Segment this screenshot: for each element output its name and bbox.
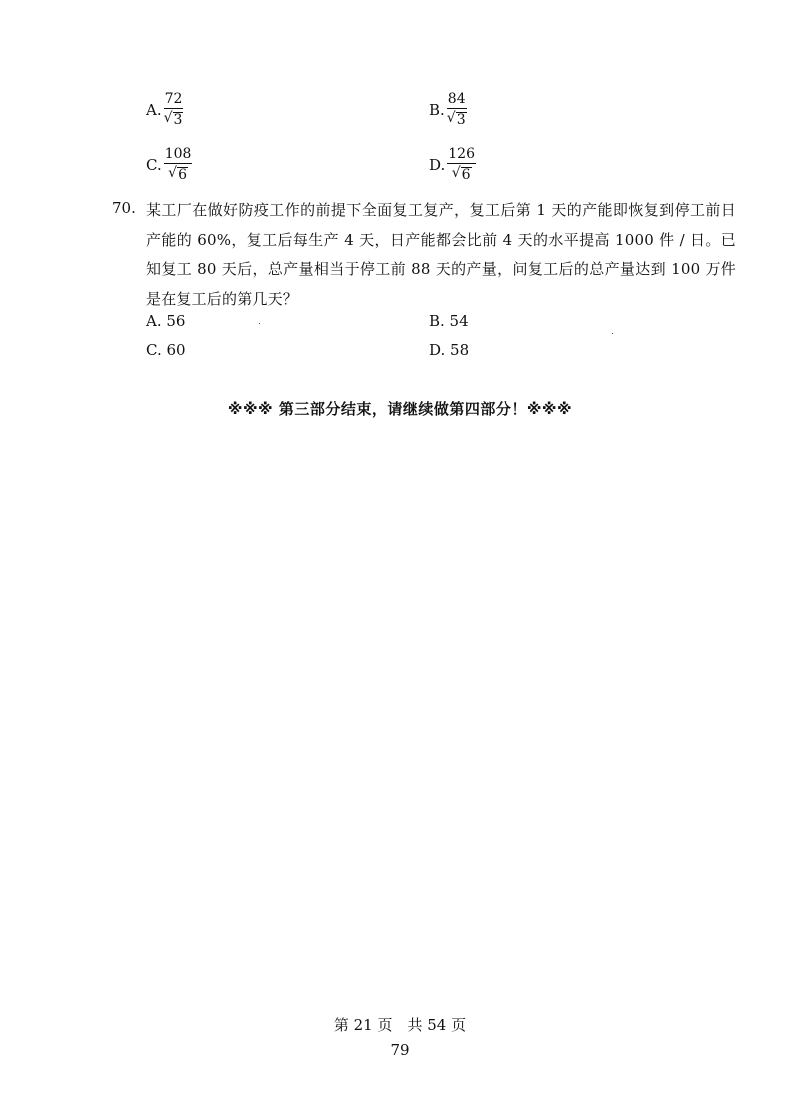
- fraction-denominator: [452, 164, 472, 182]
- option-b: B. 54: [429, 312, 469, 330]
- section-end-notice: ※※※ 第三部分结束，请继续做第四部分！※※※: [227, 400, 573, 418]
- option-letter: B.: [429, 100, 445, 119]
- option-d: D. 58: [429, 341, 470, 359]
- question-text: 某工厂在做好防疫工作的前提下全面复工复产，复工后第 1 天的产能即恢复到停工前日产能的 60%，复工后每生产 4 天，日产能都会比前 4 天的水平提高 1000 件 / 日。已知复工 80 天后，总产量相当于停工前 88 天的产量，问复工后的总产量达到 100 万件是在复工后的第几天？: [146, 201, 736, 308]
- page-number: 79: [390, 1041, 410, 1059]
- sqrt-icon: √: [451, 165, 461, 181]
- fraction-denominator: [168, 164, 188, 182]
- fraction: [447, 92, 467, 127]
- option-letter: D.: [429, 155, 446, 174]
- option-letter: C.: [146, 155, 162, 174]
- question-number: 70.: [112, 199, 136, 217]
- sqrt-icon: √: [163, 110, 173, 126]
- fraction-numerator: 126: [448, 146, 475, 162]
- fraction: [164, 92, 184, 127]
- scan-speck: [612, 333, 613, 334]
- radicand: 3: [173, 112, 183, 128]
- page-info: 第 21 页 共 54 页: [333, 1016, 467, 1034]
- radicand: 3: [456, 112, 466, 128]
- option-letter: A.: [146, 100, 162, 119]
- fraction: [164, 147, 193, 182]
- option-a: A. 56: [146, 312, 186, 330]
- fraction: [447, 147, 476, 182]
- fraction-numerator: 72: [164, 91, 183, 107]
- option-c-prev: [146, 147, 192, 182]
- option-a-prev: [146, 92, 183, 127]
- fraction-denominator: [164, 109, 184, 127]
- radicand: 6: [461, 167, 471, 183]
- option-c: C. 60: [146, 341, 186, 359]
- option-d-prev: [429, 147, 476, 182]
- sqrt-icon: √: [446, 110, 456, 126]
- radicand: 6: [178, 167, 187, 183]
- option-b-prev: [429, 92, 467, 127]
- fraction-denominator: [447, 109, 467, 127]
- scan-speck: [259, 323, 260, 324]
- fraction-numerator: 84: [447, 91, 466, 107]
- sqrt-icon: √: [168, 165, 178, 181]
- fraction-numerator: 108: [164, 146, 192, 162]
